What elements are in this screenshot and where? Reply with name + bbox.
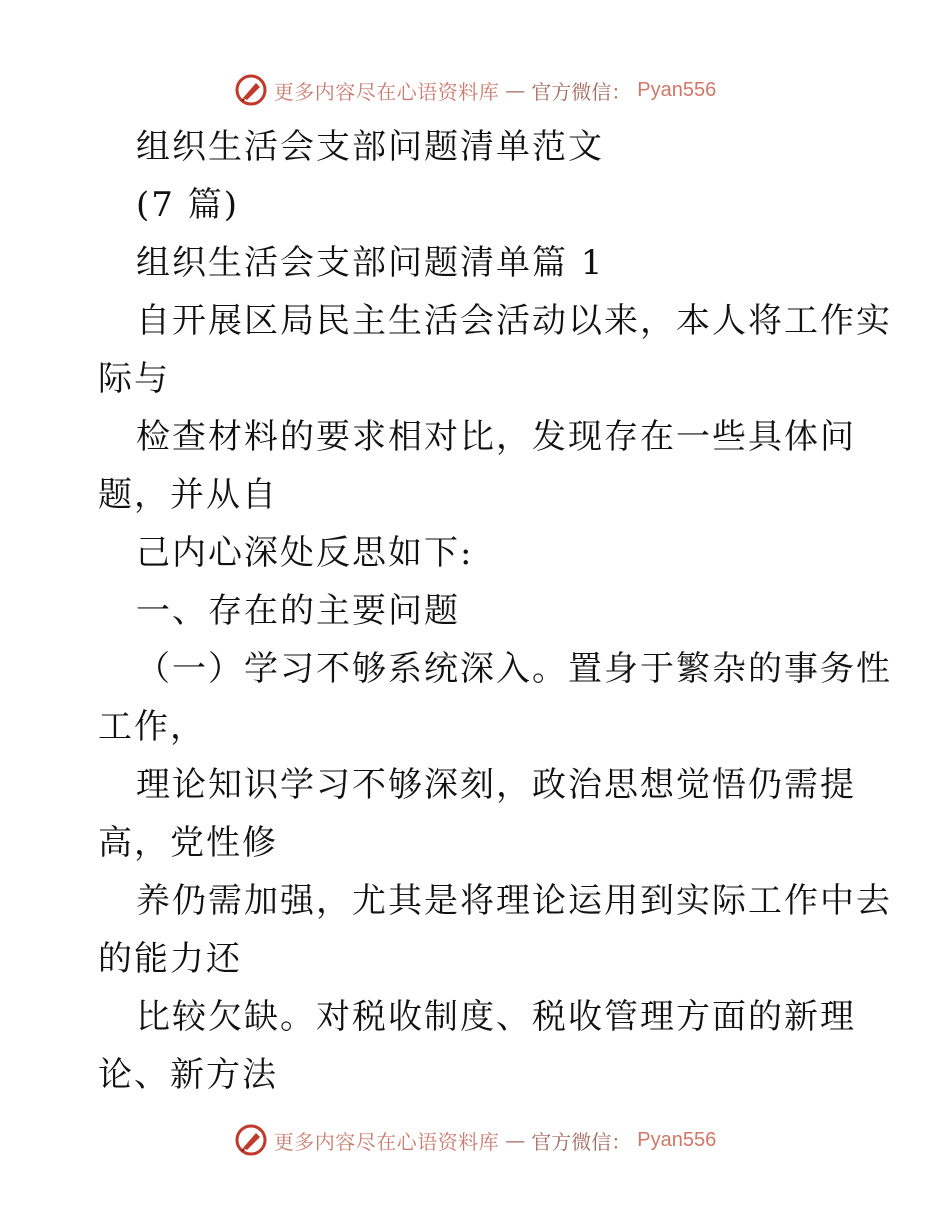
text-line: 的能力还 — [98, 939, 242, 979]
text-line: 养仍需加强，尤其是将理论运用到实际工作中去 — [136, 881, 892, 921]
banner-title: 更多内容尽在心语资料库 — [273, 1129, 500, 1154]
text-line: 比较欠缺。对税收制度、税收管理方面的新理 — [136, 997, 856, 1037]
doc-title: 组织生活会支部问题清单范文 — [136, 127, 604, 167]
subsection-heading: 一、存在的主要问题 — [136, 591, 460, 631]
header-banner — [0, 70, 950, 110]
banner-wechat-id: Pyan556 — [637, 78, 717, 101]
footer-banner — [0, 1120, 950, 1160]
banner-dash: — — [505, 1128, 526, 1152]
banner-wechat-id: Pyan556 — [637, 1128, 717, 1151]
doc-subtitle: (7 篇) — [136, 185, 239, 225]
pen-logo-icon — [234, 1123, 268, 1157]
text-line: 题，并从自 — [98, 475, 278, 515]
text-line: 自开展区局民主生活会活动以来，本人将工作实 — [136, 301, 892, 341]
text-line: 高，党性修 — [98, 823, 278, 863]
banner-dash: — — [505, 78, 526, 102]
text-line: 际与 — [98, 359, 170, 399]
text-line: 己内心深处反思如下: — [136, 533, 474, 573]
banner-wechat-label: 官方微信： — [531, 1129, 632, 1154]
text-line: （一）学习不够系统深入。置身于繁杂的事务性 — [136, 649, 892, 689]
banner-wechat-label: 官方微信： — [531, 79, 632, 104]
pen-logo-icon — [234, 73, 268, 107]
text-line: 论、新方法 — [98, 1055, 278, 1095]
section-heading: 组织生活会支部问题清单篇 1 — [136, 243, 605, 283]
text-line: 检查材料的要求相对比，发现存在一些具体问 — [136, 417, 856, 457]
document-body — [98, 118, 892, 1104]
banner-title: 更多内容尽在心语资料库 — [273, 79, 500, 104]
text-line: 理论知识学习不够深刻，政治思想觉悟仍需提 — [136, 765, 856, 805]
text-line: 工作， — [98, 707, 206, 747]
